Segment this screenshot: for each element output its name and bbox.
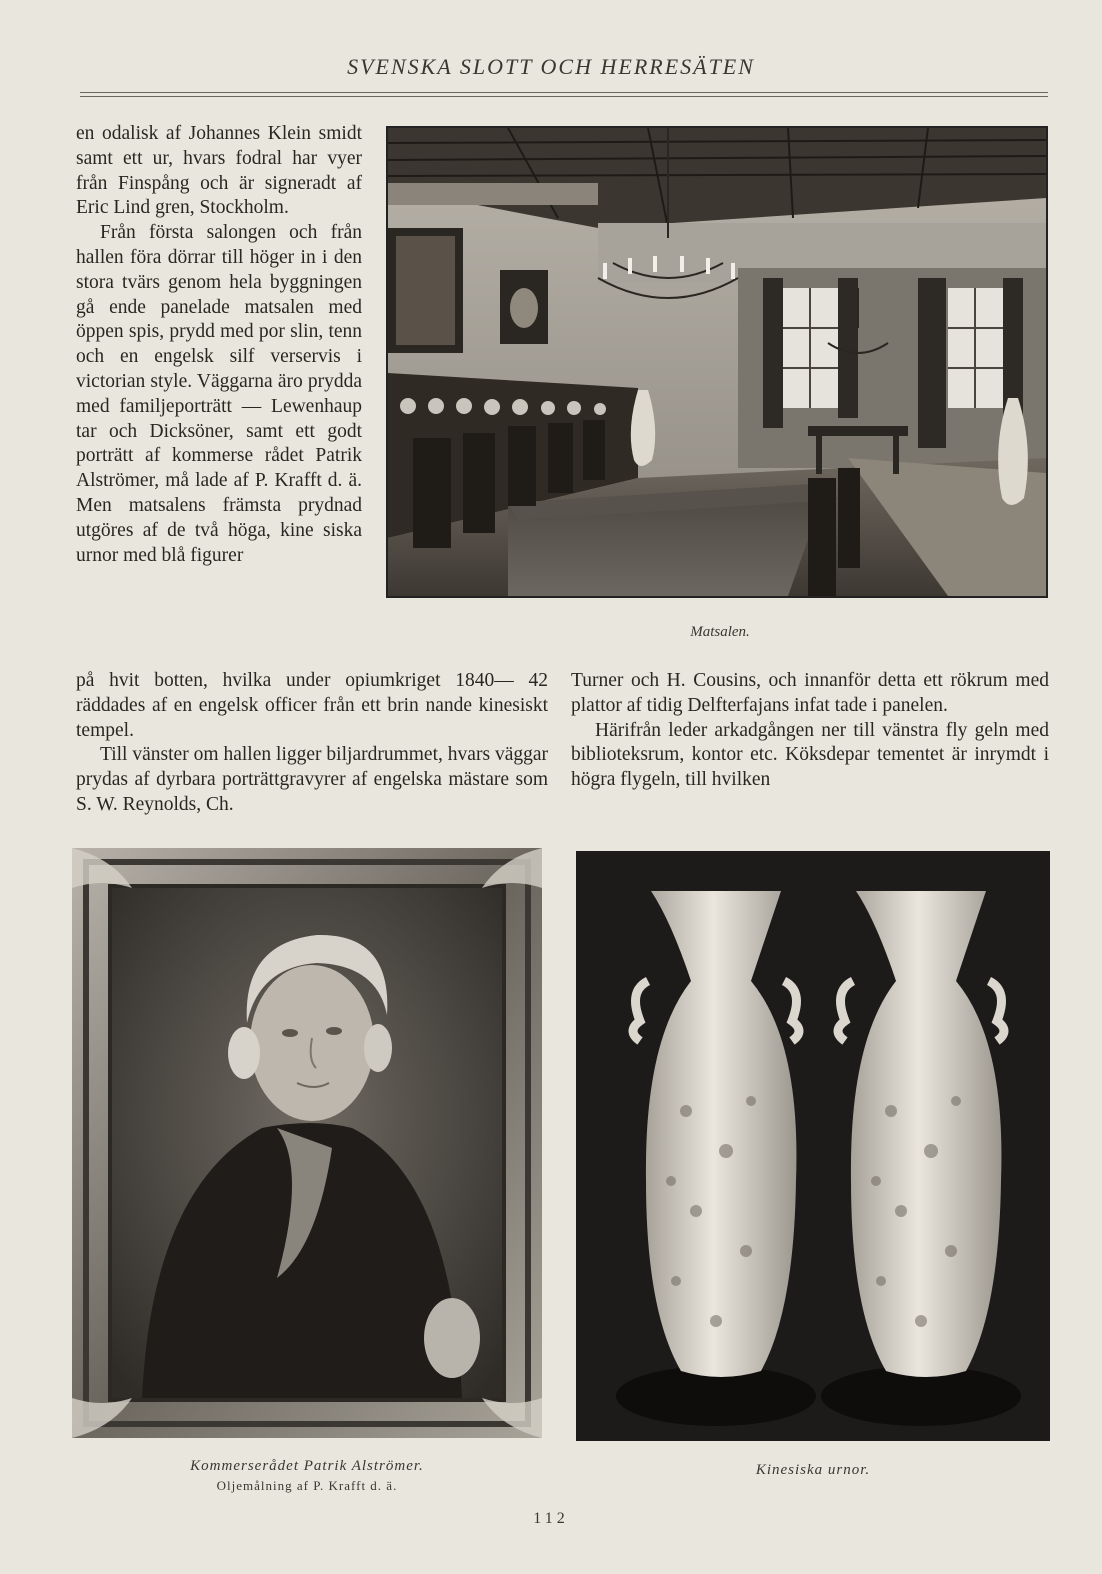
paragraph (76, 743, 548, 817)
text-line: en odalisk af Johannes Klein (76, 123, 312, 144)
text-line: smidt samt ett ur, hvars fodral (76, 123, 362, 169)
text-line: siska urnor med blå figurer (76, 519, 362, 566)
text-line: är signeradt af Eric Lind (76, 172, 362, 219)
portrait-caption-subtitle: Oljemålning af P. Krafft d. ä. (216, 1478, 398, 1493)
text-line: tar och Dicksöner, samt ett (76, 420, 328, 442)
page-number: 112 (533, 1510, 569, 1527)
text-line: Väggarna äro prydda med (76, 370, 362, 417)
vases-photo (576, 851, 1050, 1441)
running-head: SVENSKA SLOTT OCH HERRESÄTEN (347, 54, 755, 79)
vases-caption: Kinesiska urnor. (755, 1462, 871, 1478)
text-line: tade i panelen. (834, 694, 948, 716)
text-column-left (76, 669, 548, 818)
text-line: från hallen föra dörrar till (76, 222, 362, 268)
text-line: öppen spis, prydd med por (76, 321, 285, 343)
paragraph (571, 669, 1049, 719)
portrait-photo (72, 848, 542, 1438)
text-line: nande kinesiskt tempel. (76, 694, 548, 741)
text-line: hvars väggar prydas af dyrbara porträttgravyrer (76, 744, 549, 791)
text-line: rökrum med plattor af tidig Delfterfajans infat (571, 670, 1049, 716)
text-line: verservis i victorian style. (76, 346, 362, 392)
dining-room-photo (386, 126, 1048, 598)
text-line: geln med biblioteksrum, kontor etc. Köksdepar (571, 719, 1049, 766)
header-rule (80, 96, 1048, 97)
paragraph (76, 221, 362, 568)
paragraph (76, 669, 548, 743)
text-line: Från första salongen och (100, 222, 331, 244)
text-line: genom hela byggningen gå (76, 271, 362, 318)
text-line: höger in i den stora tvärs (76, 246, 362, 293)
vases-illustration (576, 851, 1050, 1441)
text-line: ende panelade matsalen med (109, 296, 362, 318)
text-line: slin, tenn och en engelsk silf (76, 321, 363, 368)
text-column-top (76, 122, 362, 568)
paragraph (571, 719, 1049, 793)
text-line: tementet är inrymdt i högra flygeln, till hvilken (571, 744, 1049, 791)
text-line: rådet Patrik Alströmer, må (76, 445, 362, 492)
text-line: af engelska mästare som S. W. Reynolds, Ch. (76, 769, 548, 815)
text-column-right (571, 669, 1049, 793)
text-line: familjeporträtt — Lewenhaup (119, 395, 362, 417)
text-line: på hvit botten, hvilka under opiumkriget 1840— (76, 670, 529, 691)
text-line: matsalens främsta prydnad (128, 494, 363, 516)
header-rule (80, 92, 1048, 93)
portrait-illustration (72, 848, 542, 1438)
text-line: godt porträtt af kommerse (76, 420, 362, 467)
dining-room-illustration (388, 128, 1046, 596)
text-line: 42 räddades af en engelsk officer från ett brin (76, 670, 548, 716)
text-line: gren, Stockholm. (155, 197, 289, 219)
text-line: utgöres af de två höga, kine (76, 519, 314, 541)
text-line: lade af P. Krafft d. ä. Men (76, 470, 363, 516)
portrait-caption-title: Kommerserådet Patrik Alströmer. (190, 1458, 424, 1474)
text-line: Härifrån leder arkadgången ner till vänstra fly (595, 719, 968, 741)
text-line: har vyer från Finspång och (76, 147, 362, 194)
text-line: Turner och H. Cousins, och innanför detta ett (571, 670, 951, 691)
dining-room-caption: Matsalen. (690, 624, 750, 640)
paragraph (76, 122, 362, 221)
text-line: Till vänster om hallen ligger biljardrummet, (100, 744, 448, 766)
